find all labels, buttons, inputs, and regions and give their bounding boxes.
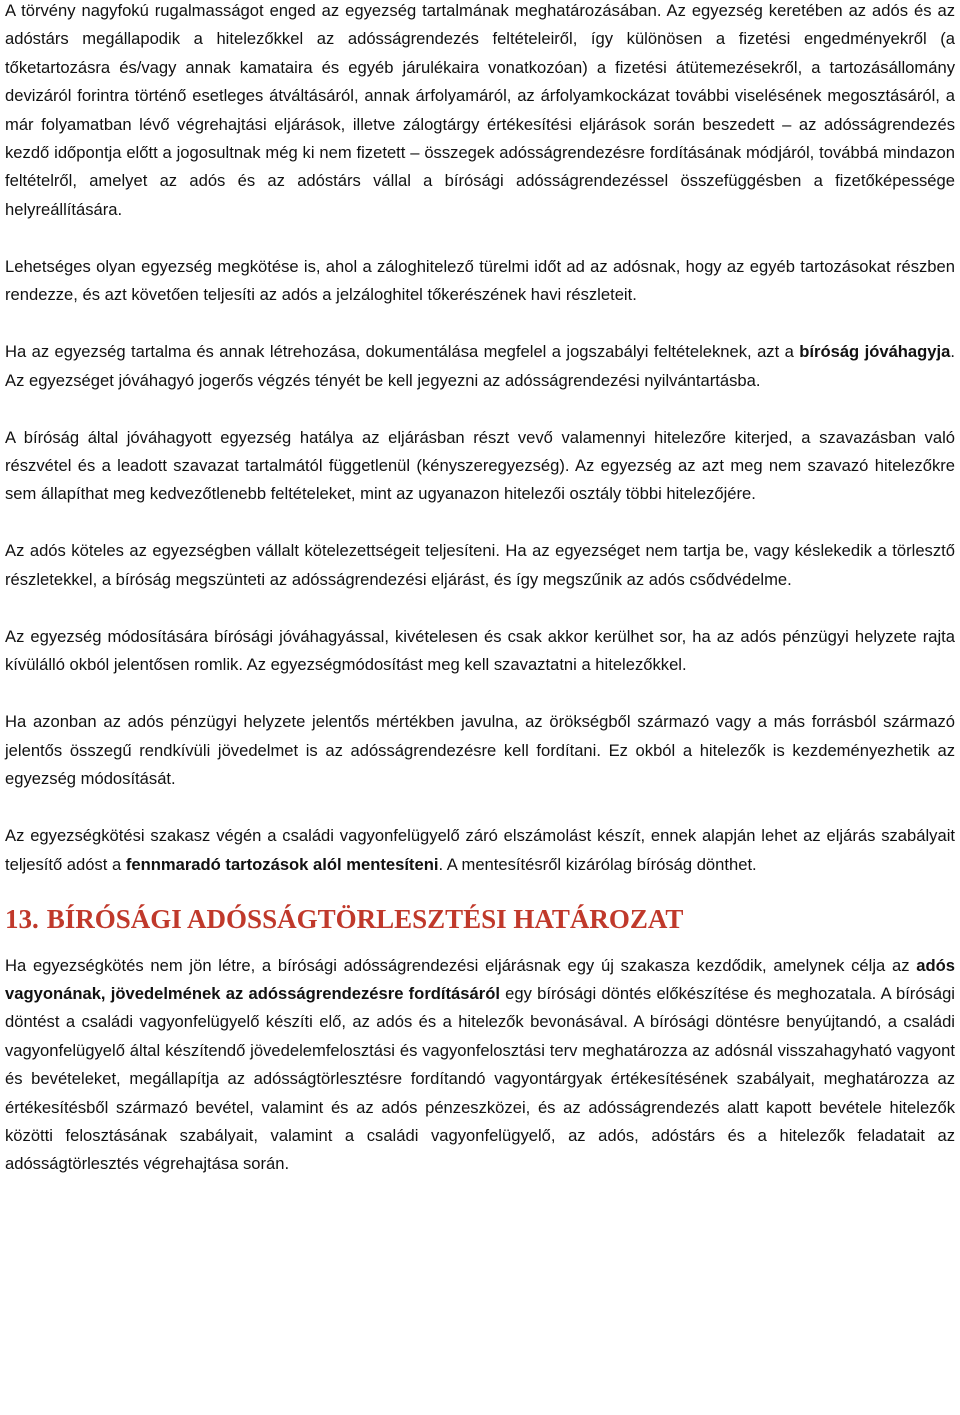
section-number: 13. bbox=[5, 903, 39, 934]
text-segment: . A mentesítésről kizárólag bíróság dönthet. bbox=[438, 854, 757, 874]
text-segment: Az egyezségkötési szakasz végén a családi vagyonfelügyelő záró elszámolást készít, ennek alapján lehet az eljárás szabályait teljesítő adóst a bbox=[5, 826, 955, 874]
text-segment: A bíróság által jóváhagyott egyezség hatálya az eljárásban részt vevő valamennyi hitelezőre kiterjed, a szavazásban való részvétel és a leadott szavazat tartalmától függetlenül (kényszeregyezség). Az egyezség az azt meg nem szavazó hitelezőkre sem állapíthat meg kedvezőtlenebb feltételeket, mint az ugyanazon hitelezői osztály többi hitelezőjére. bbox=[5, 427, 955, 504]
document-page bbox=[5, 0, 955, 1207]
bold-text: fennmaradó tartozások alól mentesíteni bbox=[125, 854, 439, 874]
paragraph bbox=[5, 0, 955, 224]
paragraph bbox=[5, 623, 955, 680]
text-segment: . Az egyezséget jóváhagyó jogerős végzés tényét be kell jegyezni az adósságrendezési nyilvántartásba. bbox=[5, 342, 955, 390]
text-segment: Ha egyezségkötés nem jön létre, a bírósági adósságrendezési eljárásnak egy új szakasza kezdődik, amelynek célja az bbox=[5, 955, 917, 975]
text-segment: Ha az egyezség tartalma és annak létrehozása, dokumentálása megfelel a jogszabályi feltételeknek, azt a bbox=[5, 342, 800, 362]
paragraph bbox=[5, 708, 955, 793]
paragraph bbox=[5, 952, 955, 1179]
bold-text: bíróság jóváhagyja bbox=[799, 342, 951, 362]
paragraph bbox=[5, 424, 955, 509]
text-segment: Ha azonban az adós pénzügyi helyzete jelentős mértékben javulna, az örökségből származó vagy a más forrásból származó jelentős összegű rendkívüli jövedelmet is az adósságrendezésre kell fordítani. Ez okból a hitelezők is kezdeményezhetik az egyezség módosítását. bbox=[5, 712, 955, 789]
text-segment: egy bírósági döntés előkészítése és meghozatala. A bírósági döntést a családi vagyonfelügyelő készíti elő, az adós és a hitelezők bevonásával. A bírósági döntésre benyújtandó, a családi vagyonfelügyelő által készítendő jövedelemfelosztási és vagyonfelosztási terv meghatározza az adósnál visszahagyható vagyont és bevételeket, megállapítja az adósságtörlesztésre fordítandó vagyontárgyak értékesítésének szabályait, meghatározza az értékesítésből származó bevétel, valamint és az adós pénzeszközei, és az adósságrendezés alatt kapott bevétele hitelezők közötti felosztásának szabályait, valamint a családi vagyonfelügyelő, az adós, adóstárs és a hitelezők feladatait az adósságtörlesztés végrehajtása során. bbox=[5, 983, 955, 1174]
section-heading bbox=[5, 902, 955, 936]
final-paragraph-container bbox=[5, 952, 955, 1179]
paragraph bbox=[5, 537, 955, 594]
text-segment: Lehetséges olyan egyezség megkötése is, ahol a záloghitelező türelmi időt ad az adósnak, hogy az egyéb tartozásokat részben rendezze, és azt követően teljesíti az adós a jelzáloghitel tőkerészének havi részleteit. bbox=[5, 256, 955, 305]
paragraph bbox=[5, 822, 955, 879]
section-title: BÍRÓSÁGI ADÓSSÁGTÖRLESZTÉSI HATÁROZAT bbox=[46, 903, 684, 934]
bold-text: adós vagyonának, jövedelmének az adósságrendezésre fordításáról bbox=[5, 955, 955, 1003]
paragraph bbox=[5, 338, 955, 395]
text-segment: Az egyezség módosítására bírósági jóváhagyással, kivételesen és csak akkor kerülhet sor, ha az adós pénzügyi helyzete rajta kívülálló okból jelentősen romlik. Az egyezségmódosítást meg kell szavaztatni a hitelezőkkel. bbox=[5, 626, 955, 675]
body-paragraphs bbox=[5, 0, 955, 879]
text-segment: A törvény nagyfokú rugalmasságot enged az egyezség tartalmának meghatározásában. Az egyezség keretében az adós és az adóstárs megállapodik a hitelezőkkel az adósságrendezés feltételeiről, így különösen a fizetési engedményekről (a tőketartozásra és/vagy annak kamataira és egyéb járulékaira vonatkozóan) a fizetési átütemezésekről, a tartozásállomány devizáról forintra történő esetleges átváltásáról, annak árfolyamáról, az árfolyamkockázat további viselésének megosztásáról, a már folyamatban lévő végrehajtási eljárások, illetve zálogtárgy értékesítési eljárások során beszedett – az adósságrendezés kezdő időpontja előtt a jogosultnak még ki nem fizetett – összegek adósságrendezésre fordításának módjáról, továbbá mindazon feltételről, amelyet az adós és az adóstárs vállal a bírósági adósságrendezéssel összefüggésben a fizetőképessége helyreállítására. bbox=[5, 1, 955, 219]
paragraph bbox=[5, 253, 955, 310]
text-segment: Az adós köteles az egyezségben vállalt kötelezettségeit teljesíteni. Ha az egyezséget nem tartja be, vagy késlekedik a törlesztő részletekkel, a bíróság megszünteti az adósságrendezési eljárást, és így megszűnik az adós csődvédelme. bbox=[5, 541, 955, 589]
